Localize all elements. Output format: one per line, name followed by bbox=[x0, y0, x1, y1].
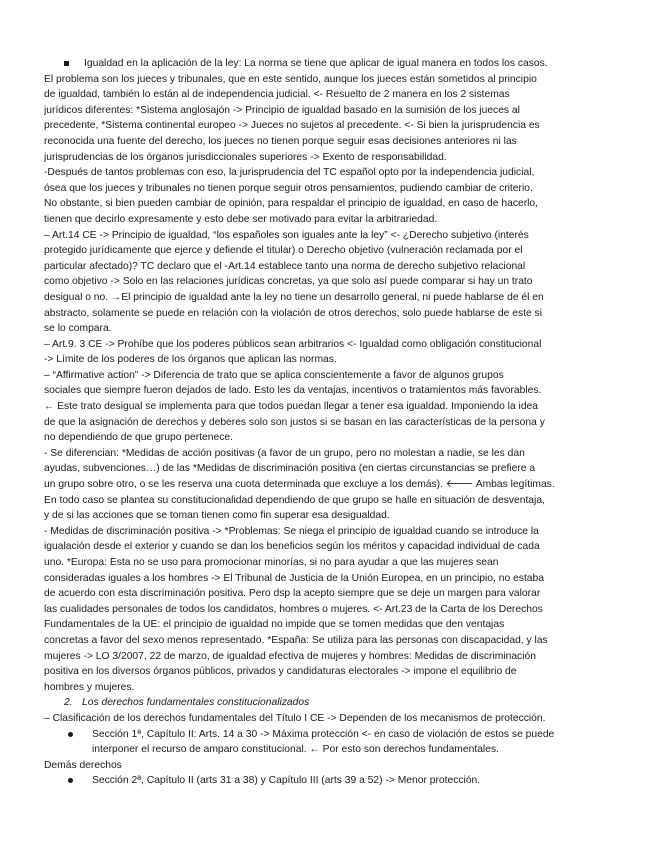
text-line: El problema son los jueces y tribunales, que en este sentido, aunque los jueces están sometidos al principio bbox=[44, 73, 537, 85]
text-line: un grupo sobre otro, o se les reserva una cuota determinada que excluye a los demás). 🡐 Ambas legítimas. bbox=[44, 479, 555, 491]
text-line: se lo compara. bbox=[44, 323, 112, 335]
text-line: igualación desde el exterior y cuando se dan los beneficios según los méritos y capacidad individual de cada bbox=[44, 541, 540, 553]
text-line: hombres y mujeres. bbox=[44, 681, 135, 693]
text-line: – Art.14 CE -> Principio de igualdad, “los españoles son iguales ante la ley” <- ¿Derecho subjetivo (interés bbox=[44, 229, 529, 241]
text-line: Demás derechos bbox=[44, 759, 122, 771]
text-line: no dependiendo de que grupo pertenece. bbox=[44, 432, 233, 444]
text-line: de acuerdo con esta discriminación positiva. Pero dsp la acepto siempre que se deje un margen para valorar bbox=[44, 588, 541, 600]
text-line: ← Este trato desigual se implementa para que todos puedan llegar a tener esa igualdad. Imponiendo la idea bbox=[44, 401, 539, 413]
text-line: de que la asignación de derechos y deberes solo son justos si se basan en las características de la persona y bbox=[44, 416, 545, 428]
text-line: mujeres -> LO 3/2007, 22 de marzo, de igualdad efectiva de mujeres y hombres: Medidas de discriminación bbox=[44, 650, 536, 662]
text-line: ósea que los jueces y tribunales no tienen porque seguir otros pensamientos, pudiendo cambiar de criterio. bbox=[44, 182, 533, 194]
list-item: Sección 1ª, Capítulo II: Arts. 14 a 30 -> Máxima protección <- en caso de violación de estos se puede bbox=[44, 727, 611, 743]
text-line: No obstante, si bien pueden cambiar de opinión, para respaldar el principio de igualdad, en caso de hacerlo, bbox=[44, 198, 539, 210]
text-line: -> Límite de los poderes de los órganos que aplican las normas. bbox=[44, 354, 337, 366]
document-page bbox=[44, 56, 611, 789]
text-line: de igualdad, también lo están al de independencia judicial. <- Resuelto de 2 manera en los 2 sistemas bbox=[44, 89, 510, 101]
text-line: particular afectado)? TC declaro que el -Art.14 establece tanto una norma de derecho subjetivo relacional bbox=[44, 260, 526, 272]
text-line: – “Affirmative action” -> Diferencia de trato que se aplica conscientemente a favor de algunos grupos bbox=[44, 369, 504, 381]
square-bullet-icon bbox=[64, 56, 69, 72]
text-line: uno. *Europa: Esta no se uso para promocionar minorías, si no para ayudar a que las mujeres sean bbox=[44, 557, 499, 568]
list-item-continuation: interponer el recurso de amparo constitucional. ← Por esto son derechos fundamentales. bbox=[92, 744, 499, 756]
text-line: consideradas iguales a los hombres -> El Tribunal de Justicia de la Unión Europea, en un principio, no estaba bbox=[44, 572, 544, 584]
text-line: las cualidades personales de todos los candidatos, hombres o mujeres. <- Art.23 de la Carta de los Derechos bbox=[44, 603, 543, 615]
text-line: sociales que siempre fueron dejados de lado. Esto les da ventajas, incentivos o tratamientos más favorables. bbox=[44, 385, 542, 397]
text-line: desigual o no. →El principio de igualdad ante la ley no tiene un desarrollo general, ni puede hablarse de él en bbox=[44, 291, 544, 303]
text-line: concretas a favor del sexo menos representado. *España: Se utiliza para las personas con discapacidad, y las bbox=[44, 634, 548, 646]
text-line: Fundamentales de la UE: el principio de igualdad no impide que se tomen medidas que den ventajas bbox=[44, 619, 505, 631]
text-line: protegido jurídicamente que ejerce y defiende el titular) o Derecho objetivo (vulneración reclamada por el bbox=[44, 245, 523, 257]
text-line: Igualdad en la aplicación de la ley: La norma se tiene que aplicar de igual manera en todos los casos. bbox=[44, 56, 611, 72]
text-line: como objetivo -> Solo en las relaciones jurídicas concretas, ya que solo así puede comparar si hay un trato bbox=[44, 276, 533, 288]
text-line: tienen que decirlo expresamente y esto debe ser motivado para evitar la arbitrariedad. bbox=[44, 213, 438, 225]
text-line: positiva en los diversos órganos públicos, privados y candidaturas electorales -> impone el equilibrio de bbox=[44, 666, 517, 678]
text-line: – Clasificación de los derechos fundamentales del Título I CE -> Dependen de los mecanismos de protección. bbox=[44, 712, 546, 724]
text-line: – Art.9. 3 CE -> Prohíbe que los poderes públicos sean arbitrarios <- Igualdad como obligación constitucional bbox=[44, 338, 542, 350]
bullet-icon bbox=[68, 732, 73, 737]
text-line: reconocida una fuente del derecho, los jueces no tienen porque seguir esas decisiones anteriores ni las bbox=[44, 135, 517, 147]
text-line: jurisprudencias de los órganos jurisdiccionales superiores -> Exento de responsabilidad. bbox=[44, 151, 447, 163]
text-line: - Se diferencian: *Medidas de acción positivas (a favor de un grupo, pero no molestan a nadie, se les dan bbox=[44, 447, 525, 459]
list-item: Sección 2ª, Capítulo II (arts 31 a 38) y Capítulo III (arts 39 a 52) -> Menor protección. bbox=[44, 773, 611, 789]
text-line: -Después de tantos problemas con eso, la jurisprudencia del TC español opto por la independencia judicial, bbox=[44, 167, 535, 179]
text-line: y de si las acciones que se toman tienen como fin superar esa desigualdad. bbox=[44, 510, 390, 522]
text-line: - Medidas de discriminación positiva -> *Problemas: Se niega el principio de igualdad cuando se introduce la bbox=[44, 525, 539, 537]
text-line: precedente, *Sistema continental europeo -> Jueces no sujetos al precedente. <- Si bien la jurisprudencia es bbox=[44, 120, 540, 132]
section-heading: 2. Los derechos fundamentales constitucionalizados bbox=[64, 697, 310, 709]
text-line: jurídicos diferentes: *Sistema anglosajón -> Principio de igualdad basado en la sumisión de los jueces al bbox=[44, 104, 520, 116]
text-line: ayudas, subvenciones…) de las *Medidas de discriminación positiva (en ciertas circunstancias se prefiere a bbox=[44, 463, 536, 475]
text-line: abstracto, solamente se puede en relación con la violación de otros derechos, solo puede hablarse de este si bbox=[44, 307, 542, 319]
text-line: En todo caso se plantea su constitucionalidad dependiendo de que grupo se halle en situación de desventaja, bbox=[44, 494, 545, 506]
